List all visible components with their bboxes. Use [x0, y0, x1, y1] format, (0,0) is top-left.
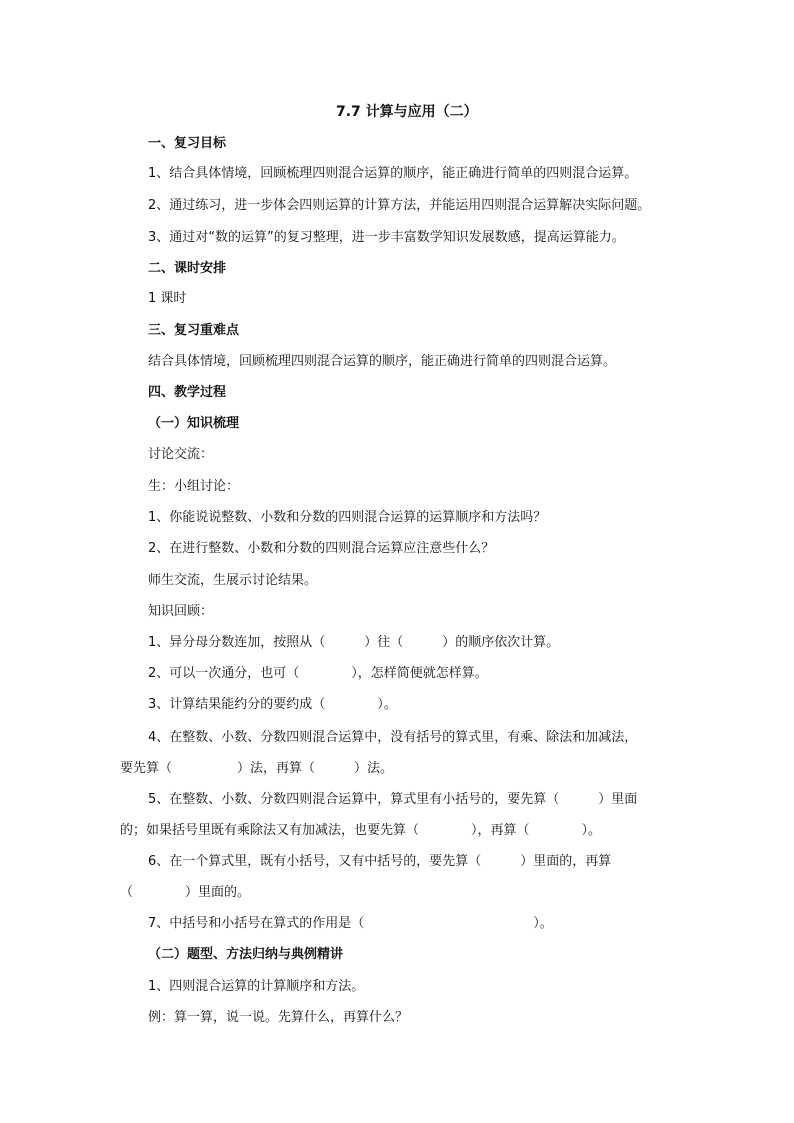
section-heading-schedule: 二、课时安排	[148, 261, 227, 276]
schedule-text: 1 课时	[148, 291, 187, 306]
subsection-heading-knowledge: （一）知识梳理	[148, 416, 240, 431]
review-item: 4、在整数、小数、分数四则混合运算中，没有括号的算式里，有乘、除法和加减法，	[148, 730, 638, 745]
review-item: 7、中括号和小括号在算式的作用是（ ）。	[148, 916, 553, 931]
review-item: 5、在整数、小数、分数四则混合运算中，算式里有小括号的，要先算（ ）里面	[148, 792, 638, 807]
objective-item: 2、通过练习，进一步体会四则运算的计算方法，并能运用四则混合运算解决实际问题。	[148, 198, 651, 213]
review-item: 6、在一个算式里，既有小括号，又有中括号的，要先算（ ）里面的，再算	[148, 854, 612, 869]
subsection-heading-methods: （二）题型、方法归纳与典例精讲	[148, 947, 344, 962]
review-item: 2、可以一次通分，也可（ ），怎样简便就怎样算。	[148, 666, 488, 681]
body-line: 师生交流，生展示讨论结果。	[148, 573, 318, 588]
key-points-text: 结合具体情境，回顾梳理四则混合运算的顺序，能正确进行简单的四则混合运算。	[148, 354, 617, 369]
section-heading-key-points: 三、复习重难点	[148, 323, 240, 338]
review-item-continued: 要先算（ ）法，再算（ ）法。	[120, 761, 394, 776]
body-line: 2、在进行整数、小数和分数的四则混合运算应注意些什么？	[148, 541, 495, 556]
review-item-continued: （ ）里面的。	[120, 885, 251, 900]
body-line: 1、你能说说整数、小数和分数的四则混合运算的运算顺序和方法吗？	[148, 510, 547, 525]
section-heading-process: 四、教学过程	[148, 385, 227, 400]
objective-item: 1、结合具体情境，回顾梳理四则混合运算的顺序，能正确进行简单的四则混合运算。	[148, 166, 638, 181]
review-item-continued: 的；如果括号里既有乘除法又有加减法，也要先算（ ），再算（ ）。	[120, 823, 602, 838]
body-line: 例：算一算，说一说。先算什么，再算什么？	[148, 1010, 409, 1025]
body-line: 1、四则混合运算的计算顺序和方法。	[148, 979, 365, 994]
body-line: 讨论交流：	[148, 447, 214, 462]
objective-item: 3、通过对“数的运算”的复习整理，进一步丰富数学知识发展数感，提高运算能力。	[148, 230, 625, 245]
review-item: 1、异分母分数连加，按照从（ ）往（ ）的顺序依次计算。	[148, 635, 560, 650]
body-line: 生：小组讨论：	[148, 479, 240, 494]
page-title: 7.7 计算与应用（二）	[336, 104, 478, 120]
body-line: 知识回顾：	[148, 604, 214, 619]
review-item: 3、计算结果能约分的要约成（ ）。	[148, 697, 397, 712]
section-heading-objectives: 一、复习目标	[148, 136, 227, 151]
